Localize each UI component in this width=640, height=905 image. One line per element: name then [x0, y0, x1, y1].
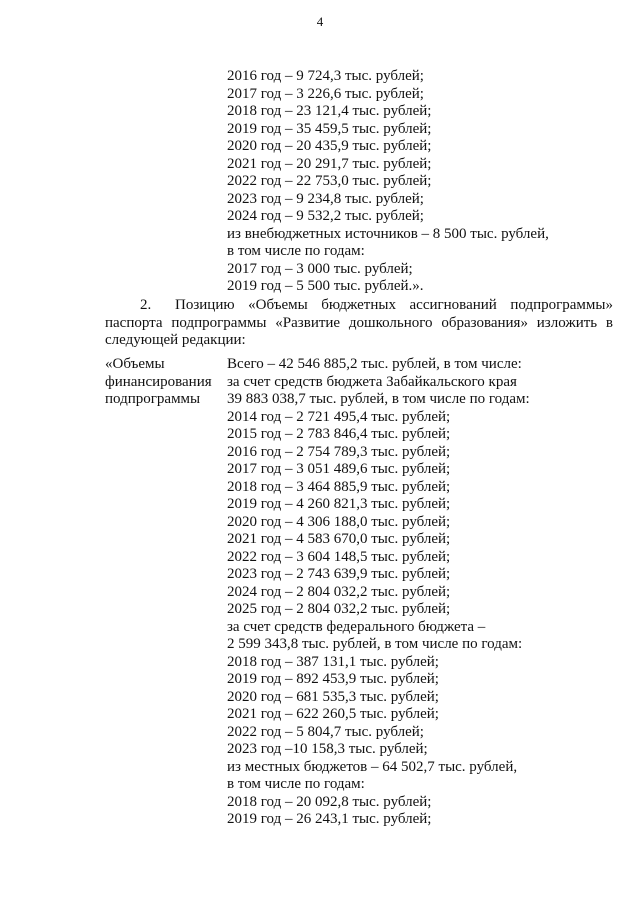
value-line: 2016 год – 2 754 789,3 тыс. рублей;: [227, 443, 451, 460]
amendment-paragraph: [105, 297, 613, 350]
value-line: в том числе по годам:: [227, 776, 365, 792]
value-line: из местных бюджетов – 64 502,7 тыс. рублей,: [227, 758, 518, 775]
list-line: 2017 год – 3 000 тыс. рублей;: [227, 260, 413, 277]
label-line: финансирования: [105, 373, 212, 390]
value-line: 2020 год – 4 306 188,0 тыс. рублей;: [227, 513, 451, 530]
paragraph-text: Позицию «Объемы бюджетных ассигнований подпрограммы» паспорта подпрограммы «Развитие дошкольного образования» изложить в следующей редакции:: [105, 297, 613, 348]
list-line: 2020 год – 20 435,9 тыс. рублей;: [227, 138, 432, 154]
value-line: 2021 год – 4 583 670,0 тыс. рублей;: [227, 531, 451, 547]
list-line: в том числе по годам:: [227, 243, 365, 259]
value-line: 2014 год – 2 721 495,4 тыс. рублей;: [227, 408, 451, 425]
value-line: 2024 год – 2 804 032,2 тыс. рублей;: [227, 583, 451, 600]
table-value-cell: [227, 356, 617, 829]
value-line: 2023 год –10 158,3 тыс. рублей;: [227, 741, 428, 757]
value-line: за счет средств федерального бюджета –: [227, 618, 486, 635]
value-line: 2022 год – 5 804,7 тыс. рублей;: [227, 723, 424, 740]
value-line: Всего – 42 546 885,2 тыс. рублей, в том числе:: [227, 356, 522, 372]
value-line: 2025 год – 2 804 032,2 тыс. рублей;: [227, 601, 451, 617]
list-line: 2019 год – 5 500 тыс. рублей.».: [227, 278, 424, 294]
list-line: 2016 год – 9 724,3 тыс. рублей;: [227, 68, 424, 84]
list-line: 2018 год – 23 121,4 тыс. рублей;: [227, 103, 432, 119]
value-line: 2022 год – 3 604 148,5 тыс. рублей;: [227, 548, 451, 565]
value-line: 2019 год – 4 260 821,3 тыс. рублей;: [227, 496, 451, 512]
value-line: 2 599 343,8 тыс. рублей, в том числе по годам:: [227, 636, 523, 652]
value-line: 2023 год – 2 743 639,9 тыс. рублей;: [227, 566, 451, 582]
value-line: 39 883 038,7 тыс. рублей, в том числе по годам:: [227, 391, 530, 407]
list-line: 2022 год – 22 753,0 тыс. рублей;: [227, 173, 432, 189]
value-line: 2017 год – 3 051 489,6 тыс. рублей;: [227, 461, 451, 477]
value-line: 2018 год – 20 092,8 тыс. рублей;: [227, 793, 432, 810]
value-line: 2018 год – 387 131,1 тыс. рублей;: [227, 653, 439, 670]
list-line: 2019 год – 35 459,5 тыс. рублей;: [227, 120, 432, 137]
value-line: 2019 год – 26 243,1 тыс. рублей;: [227, 811, 432, 827]
value-line: 2018 год – 3 464 885,9 тыс. рублей;: [227, 478, 451, 495]
list-line: 2024 год – 9 532,2 тыс. рублей;: [227, 208, 424, 224]
value-line: 2021 год – 622 260,5 тыс. рублей;: [227, 706, 439, 722]
label-line: «Объемы: [105, 356, 165, 372]
value-line: 2019 год – 892 453,9 тыс. рублей;: [227, 671, 439, 687]
page-number: 4: [316, 14, 324, 29]
value-line: за счет средств бюджета Забайкальского края: [227, 373, 517, 390]
list-line: из внебюджетных источников – 8 500 тыс. рублей,: [227, 225, 549, 242]
list-line: 2023 год – 9 234,8 тыс. рублей;: [227, 190, 424, 207]
label-line: подпрограммы: [105, 391, 201, 407]
list-line: 2017 год – 3 226,6 тыс. рублей;: [227, 85, 424, 102]
list-line: 2021 год – 20 291,7 тыс. рублей;: [227, 155, 432, 172]
table-label-cell: [105, 356, 225, 409]
top-funding-list: [227, 68, 617, 296]
value-line: 2020 год – 681 535,3 тыс. рублей;: [227, 688, 439, 705]
paragraph-number: 2.: [140, 297, 152, 313]
value-line: 2015 год – 2 783 846,4 тыс. рублей;: [227, 426, 451, 442]
